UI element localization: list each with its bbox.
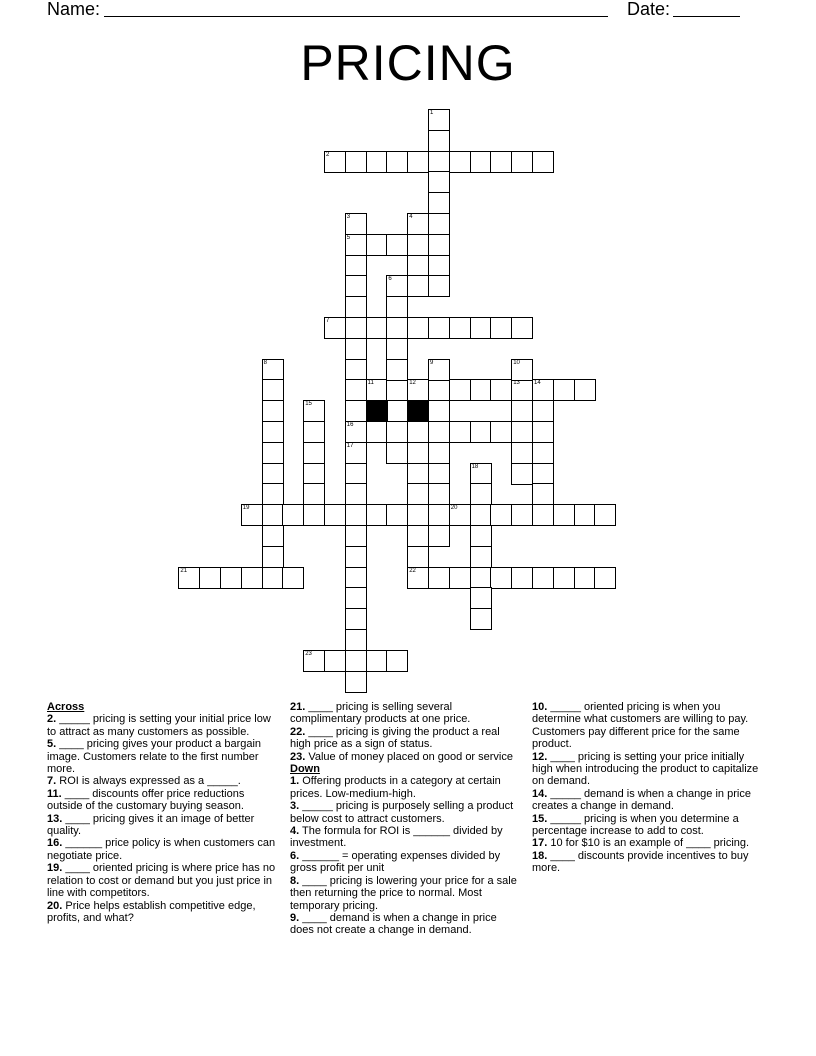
grid-cell[interactable] bbox=[241, 504, 263, 526]
down-clues-a bbox=[290, 775, 522, 936]
across-clues-a bbox=[47, 713, 279, 924]
clue-number-label: 13. bbox=[47, 812, 63, 825]
clues-column-2 bbox=[290, 701, 522, 937]
clue-text: ____ pricing gives it an image of better quality. bbox=[47, 812, 255, 838]
clue-text: ____ discounts offer price reductions outside of the customary buying season. bbox=[47, 787, 245, 813]
clue-number: 21 bbox=[180, 567, 188, 574]
grid-cell[interactable] bbox=[449, 151, 471, 173]
clue-number-label: 7. bbox=[47, 775, 57, 788]
clue-number-label: 5. bbox=[47, 738, 57, 751]
clue-number: 16 bbox=[346, 422, 354, 428]
grid-cell[interactable] bbox=[553, 379, 575, 401]
clue-text: ____ pricing is giving the product a real high price as a sign of status. bbox=[290, 725, 500, 751]
grid-cell[interactable] bbox=[199, 567, 221, 589]
clue-number-label: 23. bbox=[290, 750, 306, 763]
clue-item bbox=[47, 862, 279, 899]
grid-cell[interactable] bbox=[386, 400, 408, 422]
down-heading: Down bbox=[290, 763, 320, 776]
clue-item bbox=[290, 850, 522, 875]
clue-number-label: 1. bbox=[290, 775, 300, 788]
grid-cell[interactable] bbox=[345, 587, 367, 609]
clue-number: 15 bbox=[305, 401, 312, 408]
grid-cell[interactable] bbox=[449, 317, 471, 339]
grid-cell[interactable] bbox=[386, 234, 408, 256]
grid-cell[interactable] bbox=[428, 421, 450, 443]
grid-cell[interactable] bbox=[345, 442, 367, 464]
grid-cell[interactable] bbox=[345, 483, 367, 505]
grid-cell[interactable] bbox=[324, 317, 346, 339]
grid-cell[interactable] bbox=[449, 504, 471, 526]
across-heading: Across bbox=[47, 701, 85, 713]
grid-cell[interactable] bbox=[574, 567, 596, 589]
grid-cell[interactable] bbox=[470, 504, 492, 526]
grid-cell[interactable] bbox=[428, 130, 450, 152]
grid-cell[interactable] bbox=[553, 567, 575, 589]
grid-cell[interactable] bbox=[553, 504, 575, 526]
clue-item bbox=[290, 701, 522, 726]
clue-item bbox=[47, 775, 279, 787]
clue-number: 19 bbox=[242, 505, 250, 512]
clue-number-label: 4. bbox=[290, 825, 300, 838]
grid-cell[interactable] bbox=[262, 442, 284, 464]
grid-cell[interactable] bbox=[428, 275, 450, 297]
grid-cell[interactable] bbox=[428, 234, 450, 256]
grid-cell[interactable] bbox=[386, 504, 408, 526]
grid-cell[interactable] bbox=[511, 463, 533, 485]
grid-cell[interactable] bbox=[345, 296, 367, 318]
clue-text: ____ pricing gives your product a bargain image. Customers relate to the first number more. bbox=[47, 738, 262, 776]
grid-cell[interactable] bbox=[428, 151, 450, 173]
grid-cell[interactable] bbox=[345, 338, 367, 360]
grid-cell[interactable] bbox=[470, 546, 492, 568]
grid-cell[interactable] bbox=[532, 483, 554, 505]
grid-cell[interactable] bbox=[386, 442, 408, 464]
clue-item bbox=[290, 775, 522, 800]
grid-cell[interactable] bbox=[345, 629, 367, 651]
grid-cell[interactable] bbox=[490, 151, 512, 173]
grid-cell[interactable] bbox=[532, 400, 554, 422]
grid-cell[interactable] bbox=[428, 400, 450, 422]
grid-cell[interactable] bbox=[262, 483, 284, 505]
clue-number-label: 14. bbox=[532, 787, 548, 800]
grid-cell[interactable] bbox=[428, 567, 450, 589]
clue-text: ____ pricing is setting your price initially high when introducing the product to capitalize on demand. bbox=[532, 750, 759, 788]
clue-number: 14 bbox=[534, 380, 541, 387]
grid-cell[interactable] bbox=[366, 379, 388, 401]
grid-cell[interactable] bbox=[345, 317, 367, 339]
grid-cell[interactable] bbox=[386, 296, 408, 318]
grid-cell[interactable] bbox=[490, 504, 512, 526]
clue-number: 13 bbox=[513, 380, 520, 387]
grid-cell[interactable] bbox=[407, 421, 429, 443]
grid-cell[interactable] bbox=[449, 379, 471, 401]
clue-item bbox=[532, 813, 764, 838]
grid-cell[interactable] bbox=[470, 421, 492, 443]
clue-item bbox=[47, 837, 279, 862]
grid-cell[interactable] bbox=[324, 650, 346, 672]
clue-number: 12 bbox=[409, 380, 416, 387]
grid-cell[interactable] bbox=[428, 379, 450, 401]
grid-cell[interactable] bbox=[532, 567, 554, 589]
grid-cell[interactable] bbox=[407, 317, 429, 339]
grid-cell[interactable] bbox=[449, 567, 471, 589]
grid-cell[interactable] bbox=[407, 483, 429, 505]
grid-cell[interactable] bbox=[470, 587, 492, 609]
clue-number-label: 12. bbox=[532, 750, 548, 763]
grid-cell[interactable] bbox=[386, 421, 408, 443]
grid-cell[interactable] bbox=[345, 671, 367, 693]
clue-item bbox=[290, 726, 522, 751]
clue-text: Price helps establish competitive edge, profits, and what? bbox=[47, 899, 256, 924]
page-title: PRICING bbox=[300, 35, 516, 91]
grid-cell[interactable] bbox=[386, 151, 408, 173]
grid-cell[interactable] bbox=[511, 151, 533, 173]
clue-text: Offering products in a category at certain prices. Low-medium-high. bbox=[290, 775, 501, 800]
grid-cell[interactable] bbox=[428, 213, 450, 235]
grid-cell[interactable] bbox=[428, 192, 450, 214]
clue-number: 5 bbox=[346, 234, 351, 241]
grid-cell[interactable] bbox=[511, 442, 533, 464]
clue-text: _____ oriented pricing is when you determine what customers are willing to pay. Customers pay different price for the same product. bbox=[532, 701, 749, 751]
grid-cell[interactable] bbox=[428, 317, 450, 339]
clue-number: 17 bbox=[346, 442, 354, 449]
clue-item bbox=[290, 825, 522, 850]
grid-cell[interactable] bbox=[386, 379, 408, 401]
clue-item bbox=[47, 900, 279, 925]
clue-number-label: 11. bbox=[47, 787, 62, 800]
grid-cell[interactable] bbox=[303, 483, 325, 505]
clue-text: ____ discounts provide incentives to buy more. bbox=[532, 849, 749, 875]
grid-cell[interactable] bbox=[470, 608, 492, 630]
clue-number-label: 15. bbox=[532, 812, 548, 825]
grid-cell[interactable] bbox=[178, 567, 200, 589]
grid-cell[interactable] bbox=[262, 567, 284, 589]
grid-cell[interactable] bbox=[324, 151, 346, 173]
grid-cell[interactable] bbox=[366, 504, 388, 526]
clue-number: 2 bbox=[326, 151, 330, 158]
grid-cell[interactable] bbox=[345, 255, 367, 277]
clue-number: 1 bbox=[430, 110, 434, 116]
grid-cell[interactable] bbox=[386, 317, 408, 339]
grid-cell[interactable] bbox=[511, 421, 533, 443]
clue-item bbox=[532, 837, 764, 849]
clue-text: ____ pricing is selling several complimentary products at one price. bbox=[290, 701, 471, 726]
grid-cell[interactable] bbox=[366, 234, 388, 256]
grid-cell[interactable] bbox=[345, 359, 367, 381]
grid-cell[interactable] bbox=[407, 255, 429, 277]
grid-cell[interactable] bbox=[262, 463, 284, 485]
grid-cell[interactable] bbox=[511, 400, 533, 422]
clue-number-label: 21. bbox=[290, 701, 306, 713]
clue-number: 23 bbox=[305, 650, 312, 657]
grid-cell[interactable] bbox=[470, 567, 492, 589]
clues-column-1 bbox=[47, 701, 279, 924]
grid-cell[interactable] bbox=[345, 567, 367, 589]
grid-cell[interactable] bbox=[407, 379, 429, 401]
clue-number-label: 18. bbox=[532, 849, 548, 862]
grid-cell[interactable] bbox=[345, 421, 367, 443]
clue-item bbox=[532, 701, 764, 751]
clue-number-label: 17. bbox=[532, 837, 548, 850]
grid-cell[interactable] bbox=[282, 567, 304, 589]
grid-cell[interactable] bbox=[407, 504, 429, 526]
clue-text: ______ = operating expenses divided by gross profit per unit bbox=[290, 849, 501, 875]
clue-number: 8 bbox=[263, 359, 267, 366]
clue-number-label: 3. bbox=[290, 800, 300, 813]
clue-text: The formula for ROI is ______ divided by investment. bbox=[290, 825, 503, 850]
clue-text: _____ pricing is purposely selling a product below cost to attract customers. bbox=[290, 800, 514, 825]
grid-cell[interactable] bbox=[407, 442, 429, 464]
grid-cell[interactable] bbox=[470, 151, 492, 173]
grid-cell[interactable] bbox=[407, 567, 429, 589]
grid-cell[interactable] bbox=[428, 255, 450, 277]
grid-cell[interactable] bbox=[490, 379, 512, 401]
grid-cell[interactable] bbox=[490, 317, 512, 339]
clue-number: 7 bbox=[326, 318, 330, 324]
grid-cell[interactable] bbox=[366, 421, 388, 443]
grid-cell[interactable] bbox=[407, 151, 429, 173]
grid-cell[interactable] bbox=[407, 213, 429, 235]
grid-cell[interactable] bbox=[262, 546, 284, 568]
grid-cell[interactable] bbox=[282, 504, 304, 526]
clue-number: 10 bbox=[513, 359, 520, 366]
grid-cell[interactable] bbox=[490, 567, 512, 589]
grid-cell[interactable] bbox=[407, 463, 429, 485]
clue-number-label: 22. bbox=[290, 725, 306, 738]
clue-number-label: 19. bbox=[47, 862, 63, 875]
clues-column-3 bbox=[532, 701, 764, 875]
grid-cell[interactable] bbox=[303, 504, 325, 526]
clue-item bbox=[290, 875, 522, 912]
grid-cell[interactable] bbox=[345, 400, 367, 422]
clue-number-label: 8. bbox=[290, 874, 300, 887]
grid-cell[interactable] bbox=[262, 400, 284, 422]
grid-cell[interactable] bbox=[511, 567, 533, 589]
name-label: Name: bbox=[47, 0, 101, 19]
grid-cell[interactable] bbox=[574, 504, 596, 526]
grid-cell[interactable] bbox=[407, 525, 429, 547]
grid-cell[interactable] bbox=[262, 379, 284, 401]
clue-item bbox=[532, 850, 764, 875]
grid-cell[interactable] bbox=[490, 421, 512, 443]
clue-text: _____ pricing is when you determine a percentage increase to add to cost. bbox=[532, 812, 739, 838]
clue-text: _____ pricing is setting your initial price low to attract as many customers as possible. bbox=[47, 713, 271, 738]
clue-item bbox=[47, 813, 279, 838]
grid-cell[interactable] bbox=[241, 567, 263, 589]
grid-cell[interactable] bbox=[428, 504, 450, 526]
clue-number: 6 bbox=[388, 276, 392, 283]
grid-cell[interactable] bbox=[511, 504, 533, 526]
grid-cell[interactable] bbox=[407, 234, 429, 256]
grid-block bbox=[366, 400, 388, 422]
grid-cell[interactable] bbox=[574, 379, 596, 401]
grid-cell[interactable] bbox=[386, 275, 408, 297]
grid-cell[interactable] bbox=[470, 525, 492, 547]
grid-cell[interactable] bbox=[511, 359, 533, 381]
grid-cell[interactable] bbox=[366, 151, 388, 173]
grid-cell[interactable] bbox=[303, 442, 325, 464]
clue-text: ROI is always expressed as a _____. bbox=[56, 775, 241, 788]
grid-cell[interactable] bbox=[428, 483, 450, 505]
grid-cell[interactable] bbox=[428, 442, 450, 464]
clue-number: 18 bbox=[471, 463, 479, 470]
grid-cell[interactable] bbox=[511, 379, 533, 401]
grid-cell[interactable] bbox=[532, 379, 554, 401]
clue-item bbox=[290, 912, 522, 937]
grid-cell[interactable] bbox=[220, 567, 242, 589]
clue-item bbox=[47, 713, 279, 738]
clue-number: 22 bbox=[409, 567, 416, 574]
grid-cell[interactable] bbox=[262, 504, 284, 526]
grid-cell[interactable] bbox=[345, 151, 367, 173]
clue-item bbox=[47, 788, 279, 813]
grid-block bbox=[407, 400, 429, 422]
clue-text: ____ pricing is lowering your price for a sale then returning the price to normal. Most temporary pricing. bbox=[290, 874, 517, 912]
grid-cell[interactable] bbox=[407, 275, 429, 297]
grid-cell[interactable] bbox=[386, 338, 408, 360]
grid-cell[interactable] bbox=[386, 359, 408, 381]
clue-number-label: 6. bbox=[290, 849, 300, 862]
grid-cell[interactable] bbox=[470, 483, 492, 505]
grid-cell[interactable] bbox=[324, 504, 346, 526]
across-clues-b bbox=[290, 701, 522, 763]
grid-cell[interactable] bbox=[345, 608, 367, 630]
grid-cell[interactable] bbox=[449, 421, 471, 443]
grid-cell[interactable] bbox=[262, 421, 284, 443]
grid-cell[interactable] bbox=[366, 317, 388, 339]
grid-cell[interactable] bbox=[470, 379, 492, 401]
clue-text: _____ demand is when a change in price creates a change in demand. bbox=[532, 787, 751, 813]
grid-cell[interactable] bbox=[262, 359, 284, 381]
grid-cell[interactable] bbox=[428, 359, 450, 381]
clue-number: 4 bbox=[409, 214, 413, 220]
grid-cell[interactable] bbox=[532, 442, 554, 464]
clue-text: Value of money placed on good or service bbox=[305, 750, 513, 763]
clue-text: ____ demand is when a change in price does not create a change in demand. bbox=[290, 911, 497, 937]
clue-number: 9 bbox=[430, 359, 434, 366]
grid-cell[interactable] bbox=[470, 463, 492, 485]
grid-cell[interactable] bbox=[532, 421, 554, 443]
grid-cell[interactable] bbox=[303, 650, 325, 672]
grid-cell[interactable] bbox=[594, 504, 616, 526]
grid-cell[interactable] bbox=[345, 234, 367, 256]
grid-cell[interactable] bbox=[303, 463, 325, 485]
clue-number: 3 bbox=[346, 214, 351, 220]
clue-item bbox=[47, 738, 279, 775]
clue-number-label: 16. bbox=[47, 837, 63, 850]
grid-cell[interactable] bbox=[262, 525, 284, 547]
grid-cell[interactable] bbox=[345, 379, 367, 401]
grid-cell[interactable] bbox=[345, 275, 367, 297]
down-clues-b bbox=[532, 701, 764, 875]
clue-number-label: 2. bbox=[47, 713, 57, 726]
grid-cell[interactable] bbox=[366, 650, 388, 672]
grid-cell[interactable] bbox=[407, 546, 429, 568]
grid-cell[interactable] bbox=[345, 504, 367, 526]
grid-cell[interactable] bbox=[428, 171, 450, 193]
clue-number: 11 bbox=[367, 380, 374, 387]
clue-text: 10 for $10 is an example of ____ pricing. bbox=[547, 837, 750, 850]
clue-text: ______ price policy is when customers can negotiate price. bbox=[47, 837, 276, 862]
clue-number-label: 10. bbox=[532, 701, 548, 713]
grid-cell[interactable] bbox=[303, 421, 325, 443]
date-label: Date: bbox=[627, 0, 671, 19]
clue-number: 20 bbox=[450, 505, 458, 512]
grid-cell[interactable] bbox=[345, 650, 367, 672]
grid-cell[interactable] bbox=[470, 317, 492, 339]
grid-cell[interactable] bbox=[345, 546, 367, 568]
grid-cell[interactable] bbox=[532, 151, 554, 173]
grid-cell[interactable] bbox=[428, 463, 450, 485]
clue-item bbox=[532, 751, 764, 788]
grid-cell[interactable] bbox=[532, 463, 554, 485]
grid-cell[interactable] bbox=[345, 213, 367, 235]
clue-item bbox=[290, 751, 522, 763]
clue-text: ____ oriented pricing is where price has no relation to cost or demand but you just price in line with competitors. bbox=[47, 862, 276, 900]
grid-cell[interactable] bbox=[594, 567, 616, 589]
grid-cell[interactable] bbox=[428, 525, 450, 547]
grid-cell[interactable] bbox=[345, 463, 367, 485]
clue-item bbox=[290, 800, 522, 825]
grid-cell[interactable] bbox=[428, 109, 450, 131]
grid-cell[interactable] bbox=[303, 400, 325, 422]
clue-item bbox=[532, 788, 764, 813]
grid-cell[interactable] bbox=[532, 504, 554, 526]
clue-number-label: 9. bbox=[290, 911, 300, 924]
grid-cell[interactable] bbox=[345, 525, 367, 547]
grid-cell[interactable] bbox=[386, 650, 408, 672]
grid-cell[interactable] bbox=[511, 317, 533, 339]
clue-number-label: 20. bbox=[47, 899, 63, 912]
